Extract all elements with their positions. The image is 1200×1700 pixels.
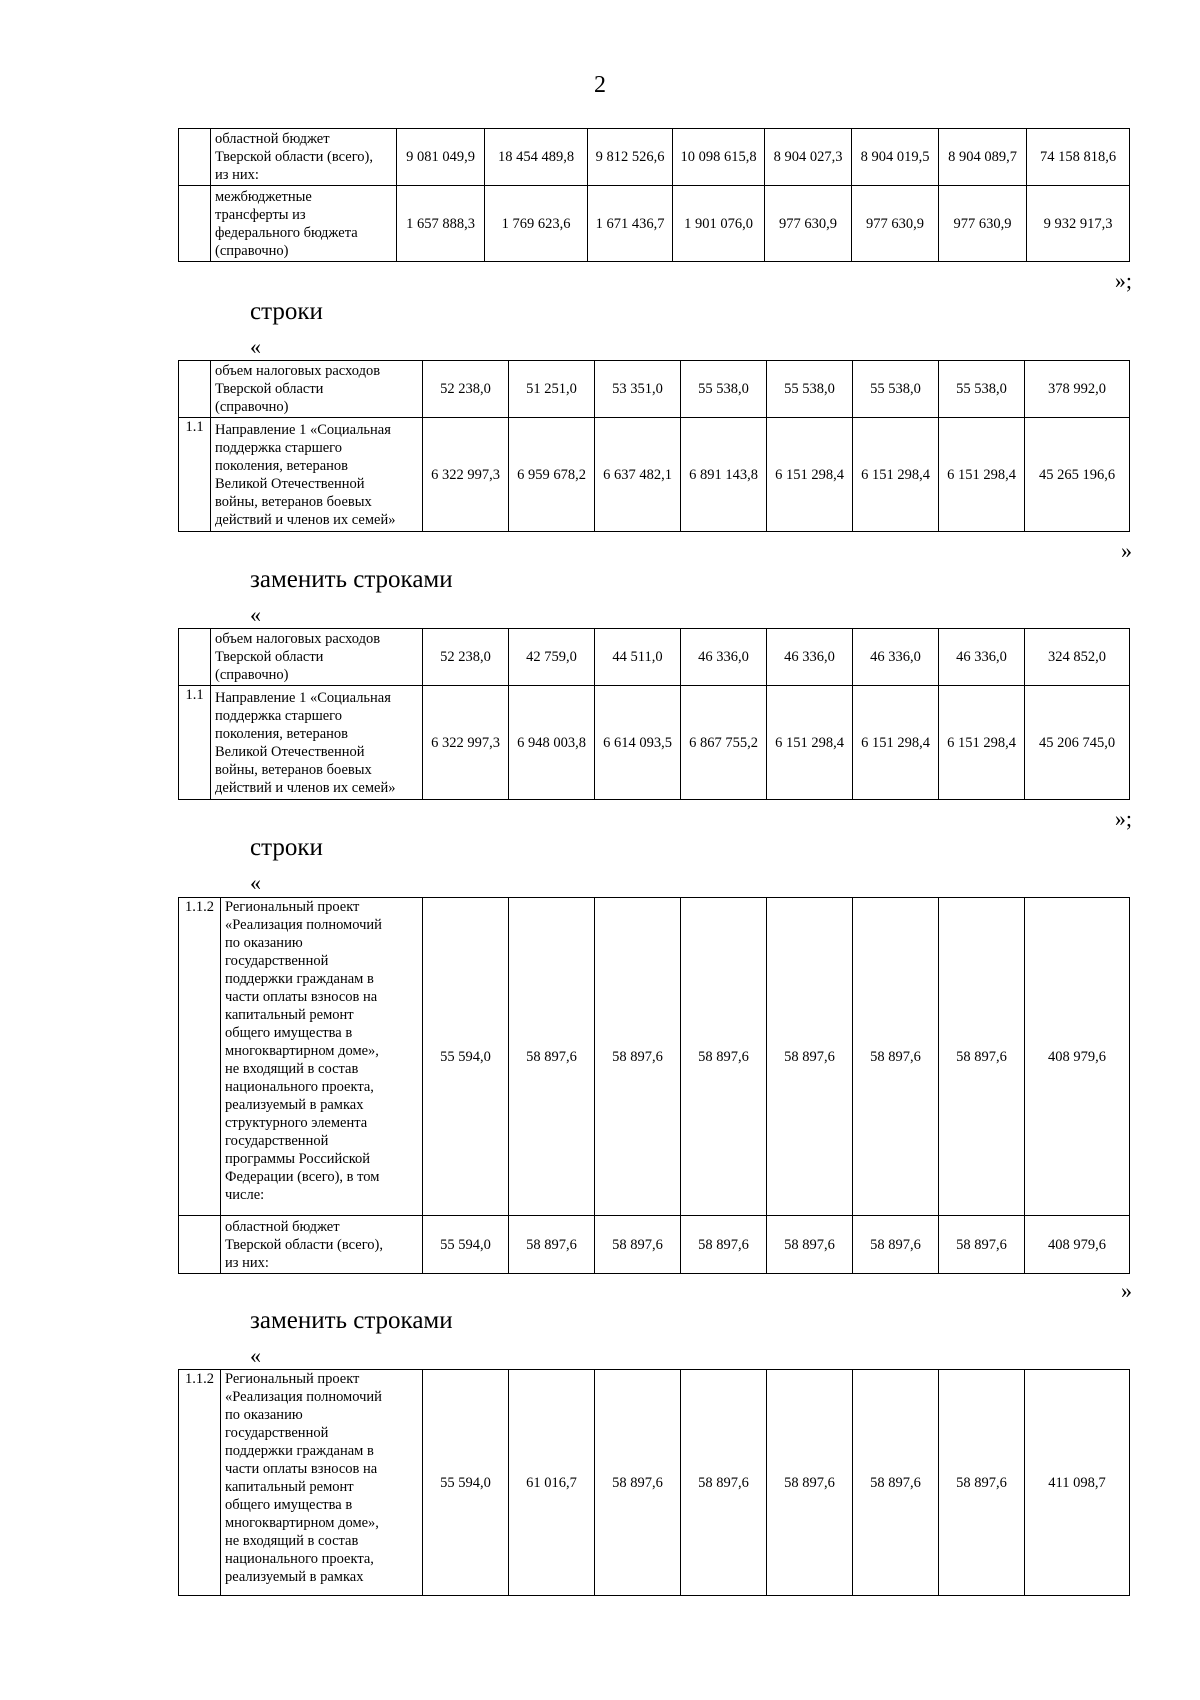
value-cell: 18 454 489,8	[485, 129, 588, 186]
row-number: 1.1.2	[179, 898, 221, 1216]
value-cell: 58 897,6	[681, 1370, 767, 1596]
total-cell: 45 265 196,6	[1025, 418, 1130, 532]
value-cell: 55 538,0	[939, 361, 1025, 418]
row-name: Направление 1 «Социальная поддержка старшего поколения, ветеранов Великой Отечественной войны, ветеранов боевых действий и членов их семей»	[211, 418, 423, 532]
table-row	[179, 418, 1130, 532]
value-cell: 55 538,0	[853, 361, 939, 418]
value-cell: 55 538,0	[767, 361, 853, 418]
value-cell: 8 904 019,5	[852, 129, 939, 186]
value-cell: 58 897,6	[595, 1370, 681, 1596]
value-cell: 58 897,6	[509, 898, 595, 1216]
value-cell: 6 151 298,4	[767, 686, 853, 800]
value-cell: 44 511,0	[595, 629, 681, 686]
value-cell: 6 959 678,2	[509, 418, 595, 532]
value-cell: 6 891 143,8	[681, 418, 767, 532]
value-cell: 52 238,0	[423, 629, 509, 686]
value-cell: 58 897,6	[681, 898, 767, 1216]
opening-quote: «	[250, 870, 261, 895]
value-cell: 977 630,9	[939, 186, 1027, 262]
row-number	[179, 186, 211, 262]
total-cell: 324 852,0	[1025, 629, 1130, 686]
opening-quote: «	[250, 334, 261, 359]
row-number: 1.1.2	[179, 1370, 221, 1596]
value-cell: 1 901 076,0	[673, 186, 765, 262]
value-cell: 8 904 089,7	[939, 129, 1027, 186]
value-cell: 46 336,0	[681, 629, 767, 686]
value-cell: 55 538,0	[681, 361, 767, 418]
row-name: областной бюджет Тверской области (всего), из них:	[211, 129, 397, 186]
value-cell: 977 630,9	[852, 186, 939, 262]
row-name: Направление 1 «Социальная поддержка старшего поколения, ветеранов Великой Отечественной войны, ветеранов боевых действий и членов их семей»	[211, 686, 423, 800]
value-cell: 58 897,6	[595, 1216, 681, 1274]
value-cell: 53 351,0	[595, 361, 681, 418]
value-cell: 55 594,0	[423, 1216, 509, 1274]
row-name: областной бюджет Тверской области (всего), из них:	[221, 1216, 423, 1274]
table-row	[179, 686, 1130, 800]
table-row	[179, 898, 1130, 1216]
value-cell: 46 336,0	[767, 629, 853, 686]
table-row	[179, 129, 1130, 186]
page-number: 2	[594, 72, 606, 98]
table-2	[178, 360, 1130, 532]
value-cell: 58 897,6	[853, 1216, 939, 1274]
value-cell: 6 948 003,8	[509, 686, 595, 800]
value-cell: 58 897,6	[853, 1370, 939, 1596]
value-cell: 61 016,7	[509, 1370, 595, 1596]
value-cell: 51 251,0	[509, 361, 595, 418]
row-name: объем налоговых расходов Тверской области (справочно)	[211, 361, 423, 418]
value-cell: 6 151 298,4	[767, 418, 853, 532]
opening-quote: «	[250, 1343, 261, 1368]
row-number	[179, 361, 211, 418]
value-cell: 9 081 049,9	[397, 129, 485, 186]
row-name: межбюджетные трансферты из федерального бюджета (справочно)	[211, 186, 397, 262]
value-cell: 58 897,6	[853, 898, 939, 1216]
value-cell: 1 657 888,3	[397, 186, 485, 262]
total-cell: 408 979,6	[1025, 1216, 1130, 1274]
total-cell: 9 932 917,3	[1027, 186, 1130, 262]
total-cell: 408 979,6	[1025, 898, 1130, 1216]
closing-quote: »	[1121, 538, 1132, 563]
value-cell: 1 769 623,6	[485, 186, 588, 262]
value-cell: 6 614 093,5	[595, 686, 681, 800]
value-cell: 6 151 298,4	[939, 418, 1025, 532]
value-cell: 55 594,0	[423, 898, 509, 1216]
row-number: 1.1	[179, 418, 211, 532]
total-cell: 45 206 745,0	[1025, 686, 1130, 800]
value-cell: 58 897,6	[681, 1216, 767, 1274]
table-4	[178, 897, 1130, 1274]
table-row	[179, 186, 1130, 262]
value-cell: 6 151 298,4	[853, 418, 939, 532]
table-row	[179, 1216, 1130, 1274]
total-cell: 378 992,0	[1025, 361, 1130, 418]
row-name: объем налоговых расходов Тверской области (справочно)	[211, 629, 423, 686]
value-cell: 58 897,6	[767, 1370, 853, 1596]
value-cell: 6 637 482,1	[595, 418, 681, 532]
value-cell: 977 630,9	[765, 186, 852, 262]
value-cell: 52 238,0	[423, 361, 509, 418]
value-cell: 58 897,6	[939, 1370, 1025, 1596]
value-cell: 58 897,6	[767, 1216, 853, 1274]
row-name: Региональный проект «Реализация полномочий по оказанию государственной поддержки гражданам в части оплаты взносов на капитальный ремонт общего имущества в многоквартирном доме», не входящий в состав национального проекта, реализуемый в рамках структурного элемента государственной программы Российской Федерации (всего), в том числе:	[221, 898, 423, 1216]
value-cell: 6 322 997,3	[423, 686, 509, 800]
total-cell: 411 098,7	[1025, 1370, 1130, 1596]
section-heading: заменить строками	[250, 566, 453, 593]
row-name: Региональный проект «Реализация полномочий по оказанию государственной поддержки гражданам в части оплаты взносов на капитальный ремонт общего имущества в многоквартирном доме», не входящий в состав национального проекта, реализуемый в рамках	[221, 1370, 423, 1596]
section-heading: заменить строками	[250, 1307, 453, 1334]
value-cell: 58 897,6	[767, 898, 853, 1216]
table-5	[178, 1369, 1130, 1596]
value-cell: 58 897,6	[509, 1216, 595, 1274]
total-cell: 74 158 818,6	[1027, 129, 1130, 186]
table-row	[179, 1370, 1130, 1596]
row-number	[179, 129, 211, 186]
value-cell: 6 867 755,2	[681, 686, 767, 800]
table-row	[179, 629, 1130, 686]
value-cell: 55 594,0	[423, 1370, 509, 1596]
closing-quote: »	[1121, 1278, 1132, 1303]
value-cell: 58 897,6	[939, 898, 1025, 1216]
value-cell: 6 151 298,4	[939, 686, 1025, 800]
closing-quote: »;	[1114, 268, 1132, 293]
value-cell: 6 322 997,3	[423, 418, 509, 532]
opening-quote: «	[250, 602, 261, 627]
value-cell: 1 671 436,7	[588, 186, 673, 262]
section-heading: строки	[250, 834, 323, 861]
value-cell: 42 759,0	[509, 629, 595, 686]
table-row	[179, 361, 1130, 418]
value-cell: 10 098 615,8	[673, 129, 765, 186]
value-cell: 58 897,6	[595, 898, 681, 1216]
row-number	[179, 1216, 221, 1274]
row-number: 1.1	[179, 686, 211, 800]
value-cell: 6 151 298,4	[853, 686, 939, 800]
table-1	[178, 128, 1130, 262]
value-cell: 58 897,6	[939, 1216, 1025, 1274]
row-number	[179, 629, 211, 686]
value-cell: 8 904 027,3	[765, 129, 852, 186]
value-cell: 46 336,0	[853, 629, 939, 686]
table-3	[178, 628, 1130, 800]
value-cell: 9 812 526,6	[588, 129, 673, 186]
closing-quote: »;	[1114, 806, 1132, 831]
value-cell: 46 336,0	[939, 629, 1025, 686]
section-heading: строки	[250, 298, 323, 325]
